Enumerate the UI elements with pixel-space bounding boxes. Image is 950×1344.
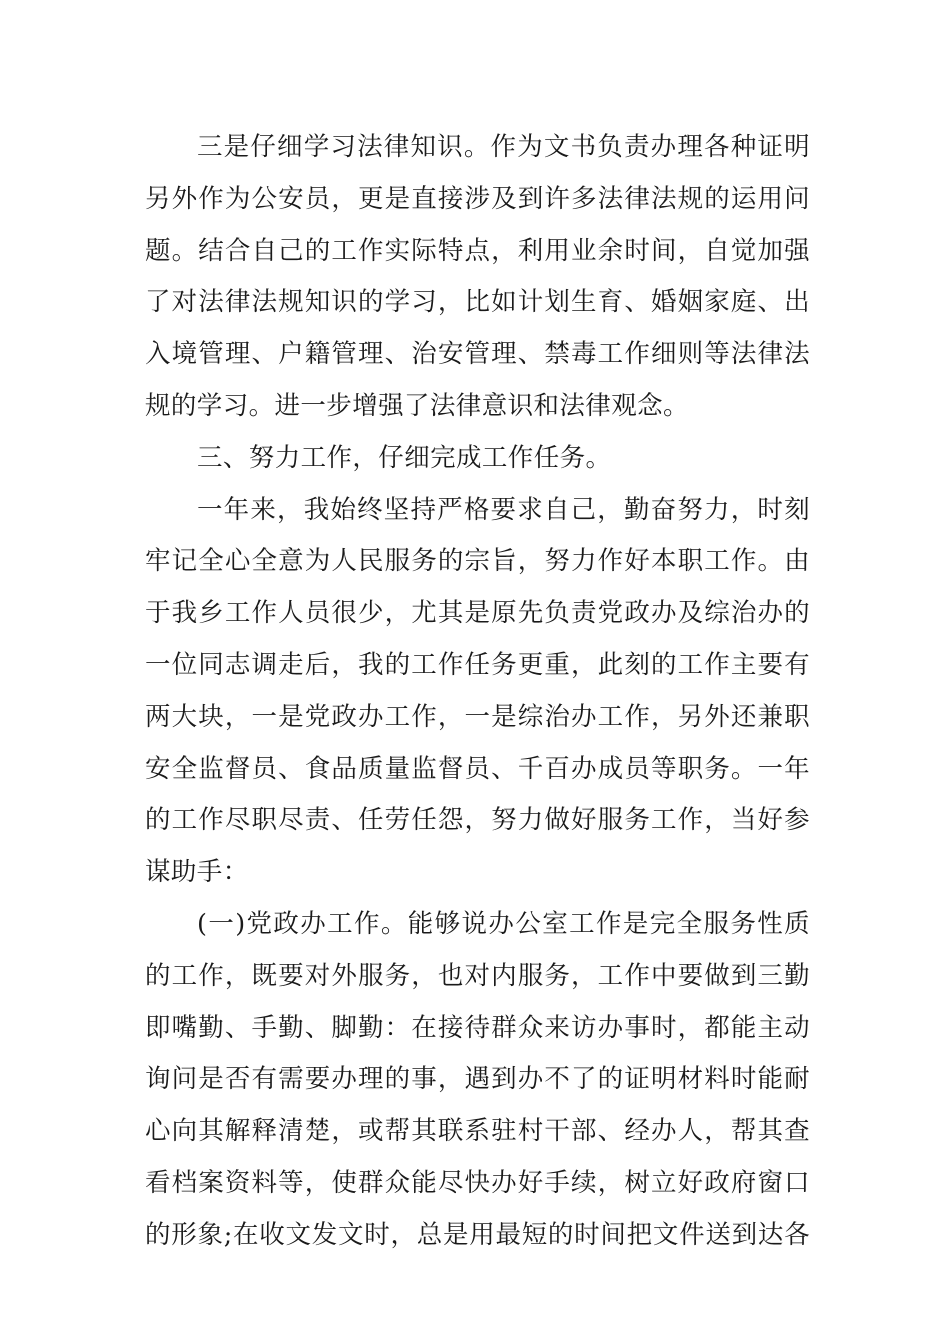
text-line: 三是仔细学习法律知识。作为文书负责办理各种证明 xyxy=(197,132,810,162)
text-line: 的形象;在收文发文时，总是用最短的时间把文件送到达各 xyxy=(145,1219,810,1250)
text-line: 另外作为公安员，更是直接涉及到许多法律法规的运用问 xyxy=(145,183,810,214)
section-heading: 三、努力工作，仔细完成工作任务。 xyxy=(197,442,612,473)
text-line: 安全监督员、食品质量监督员、千百办成员等职务。一年 xyxy=(145,753,810,784)
text-line: 两大块，一是党政办工作，一是综治办工作，另外还兼职 xyxy=(145,701,810,732)
text-line: (一)党政办工作。能够说办公室工作是完全服务性质 xyxy=(197,908,810,939)
text-line: 牢记全心全意为人民服务的宗旨，努力作好本职工作。由 xyxy=(145,546,810,577)
text-line: 入境管理、户籍管理、治安管理、禁毒工作细则等法律法 xyxy=(145,339,810,370)
text-line: 于我乡工作人员很少，尤其是原先负责党政办及综治办的 xyxy=(145,598,810,629)
text-line: 看档案资料等，使群众能尽快办好手续，树立好政府窗口 xyxy=(145,1167,810,1198)
text-line: 的工作尽职尽责、任劳任怨，努力做好服务工作，当好参 xyxy=(145,805,810,836)
text-line: 一年来，我始终坚持严格要求自己，勤奋努力，时刻 xyxy=(197,494,810,525)
text-line: 即嘴勤、手勤、脚勤：在接待群众来访办事时，都能主动 xyxy=(145,1012,810,1043)
text-line: 一位同志调走后，我的工作任务更重，此刻的工作主要有 xyxy=(145,649,810,680)
document-page xyxy=(145,122,810,1262)
text-line: 询问是否有需要办理的事，遇到办不了的证明材料时能耐 xyxy=(145,1064,810,1095)
text-line: 的工作，既要对外服务，也对内服务，工作中要做到三勤 xyxy=(145,960,810,991)
text-line: 规的学习。进一步增强了法律意识和法律观念。 xyxy=(145,390,689,421)
text-line: 心向其解释清楚，或帮其联系驻村干部、经办人，帮其查 xyxy=(145,1116,810,1147)
text-line: 了对法律法规知识的学习，比如计划生育、婚姻家庭、出 xyxy=(145,287,810,318)
text-line: 题。结合自己的工作实际特点，利用业余时间，自觉加强 xyxy=(145,235,810,266)
text-line: 谋助手： xyxy=(145,857,249,888)
